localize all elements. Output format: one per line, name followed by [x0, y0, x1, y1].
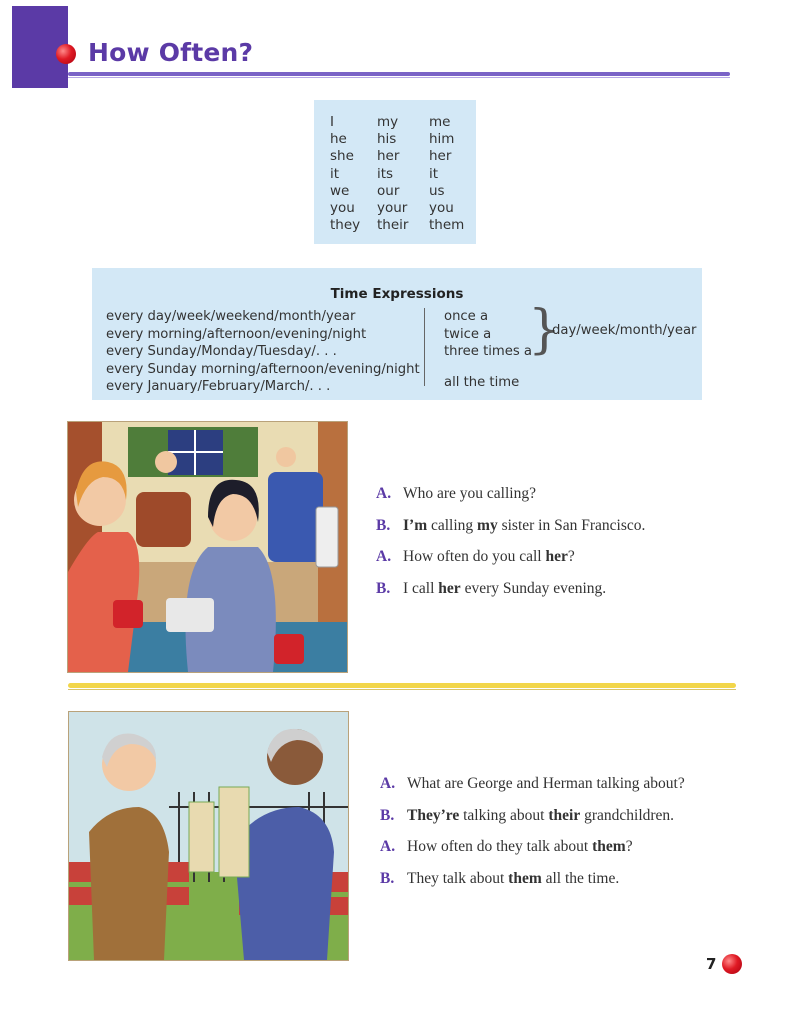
phone-call-illustration [67, 421, 348, 673]
speaker-label: B. [380, 806, 395, 824]
time-expression: every January/February/March/. . . [106, 379, 331, 394]
grandfathers-bench-illustration [68, 711, 349, 961]
dialogue-line [376, 478, 645, 510]
dialogue-text: How often do they talk about [407, 838, 593, 855]
dialogue-text: ? [567, 548, 575, 565]
dialogue-text: talking about [459, 806, 549, 824]
vertical-divider [424, 308, 425, 386]
every-expressions-list [106, 308, 420, 396]
dialogue-text: How often do you call [403, 548, 546, 565]
bold-word: her [545, 548, 568, 565]
page-number: 7 [706, 955, 717, 973]
dialogue-text: ? [625, 838, 633, 855]
bold-word: them [592, 838, 626, 855]
red-bullet-icon [56, 44, 76, 64]
dialogue-line [376, 510, 645, 542]
dialogue-text: all the time. [541, 869, 620, 887]
pronoun-cell: my [377, 114, 399, 130]
pronoun-cell: it [330, 165, 340, 182]
dialogue-2 [380, 768, 685, 894]
dialogue-text: I call [403, 579, 439, 597]
pronoun-cell: his [377, 131, 397, 148]
frequency-expression: once a [444, 309, 489, 324]
speaker-label: A. [380, 775, 396, 792]
dialogue-line [380, 863, 685, 895]
bold-word: They’re [407, 806, 460, 824]
pronoun-cell: your [377, 200, 408, 217]
pronoun-cell: she [330, 148, 354, 165]
dialogue-line [376, 573, 645, 605]
pronoun-cell: I [330, 114, 334, 130]
object-pronoun-column [429, 114, 464, 234]
section-divider-shadow [68, 689, 736, 690]
pronoun-cell: he [330, 131, 347, 148]
dialogue-text: sister in San Francisco. [497, 516, 646, 534]
time-expression: every Sunday morning/afternoon/evening/night [106, 361, 420, 377]
pronoun-cell: us [429, 182, 445, 199]
bold-word: her [438, 579, 461, 597]
pronoun-cell: them [429, 217, 465, 234]
speaker-label: B. [376, 579, 391, 597]
time-expressions-title: Time Expressions [330, 286, 464, 302]
pronoun-cell: they [330, 217, 361, 234]
pronoun-cell: her [429, 148, 452, 165]
pronoun-cell: me [429, 114, 451, 130]
dialogue-line [380, 831, 685, 863]
all-the-time-expression: all the time [444, 375, 520, 390]
time-expression: every day/week/weekend/month/year [106, 309, 356, 324]
dialogue-line [380, 768, 685, 800]
speaker-label: A. [376, 485, 392, 502]
frequency-list [444, 308, 532, 361]
pronoun-cell: our [377, 182, 400, 199]
dialogue-text: Who are you calling? [403, 485, 536, 502]
frequency-expression: twice a [444, 326, 492, 342]
time-expression: every Sunday/Monday/Tuesday/. . . [106, 344, 337, 359]
pronoun-cell: we [330, 182, 350, 199]
speaker-label: B. [380, 869, 395, 887]
pronoun-cell: him [429, 131, 455, 148]
dialogue-text: What are George and Herman talking about? [407, 775, 685, 792]
title-underline [68, 72, 730, 76]
pronoun-table [314, 100, 476, 244]
section-divider [68, 683, 736, 688]
pronoun-cell: it [429, 165, 439, 182]
dialogue-text: every Sunday evening. [460, 579, 607, 597]
speaker-label: A. [380, 838, 396, 855]
bold-word: their [548, 806, 581, 824]
dialogue-text: They talk about [407, 869, 509, 887]
dialogue-text: calling [427, 516, 478, 534]
title-underline-shadow [68, 77, 730, 78]
red-bullet-icon [722, 954, 742, 974]
pronoun-cell: you [330, 200, 355, 217]
speaker-label: B. [376, 516, 391, 534]
bold-word: my [477, 516, 498, 534]
page-title: How Often? [88, 38, 254, 67]
frequency-expression: three times a [444, 344, 533, 359]
subject-pronoun-column [330, 114, 360, 234]
speaker-label: A. [376, 548, 392, 565]
dialogue-text: grandchildren. [580, 806, 675, 824]
dialogue-line [376, 541, 645, 573]
frequency-units: day/week/month/year [552, 323, 697, 338]
curly-brace-icon: } [528, 300, 562, 360]
possessive-pronoun-column [377, 114, 408, 234]
pronoun-cell: you [429, 200, 454, 217]
pronoun-cell: their [377, 217, 409, 234]
pronoun-cell: its [377, 165, 394, 182]
pronoun-cell: her [377, 148, 400, 165]
time-expression: every morning/afternoon/evening/night [106, 326, 367, 342]
bold-word: I’m [403, 516, 428, 534]
dialogue-1 [376, 478, 645, 604]
time-expressions-box [92, 268, 702, 400]
bold-word: them [508, 869, 542, 887]
dialogue-line [380, 800, 685, 832]
